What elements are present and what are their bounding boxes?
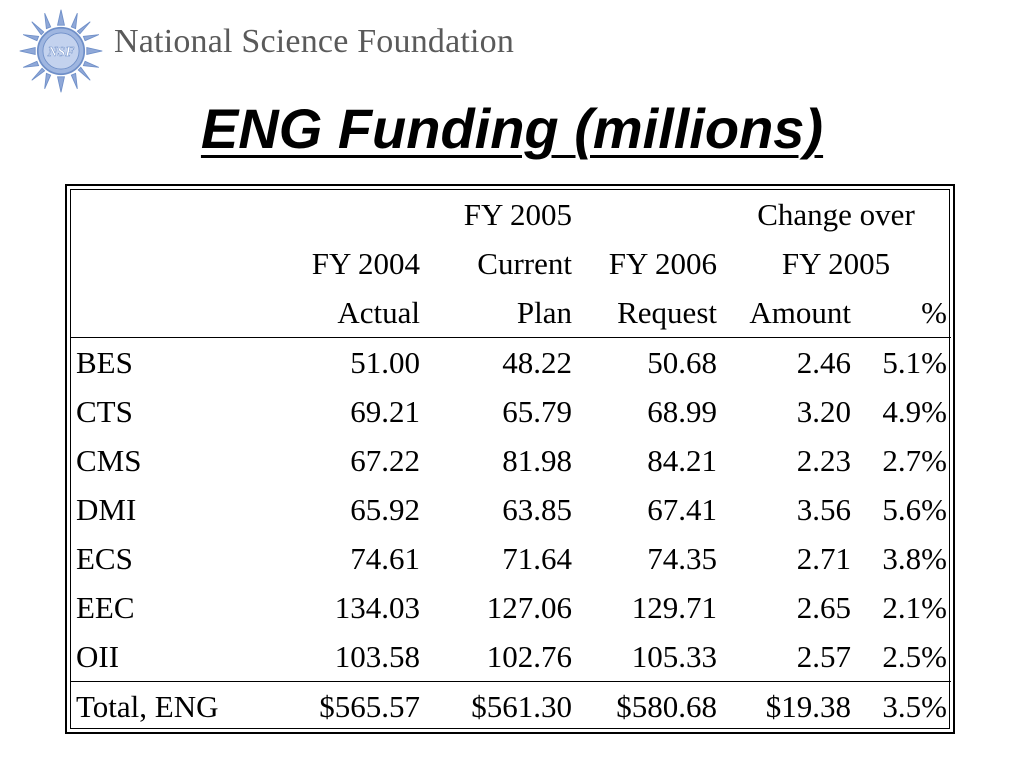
change-amount: 2.46 [796, 344, 851, 380]
change-amount: 2.23 [796, 442, 851, 478]
header-cell: Current [477, 245, 572, 281]
header-cell: Plan [424, 288, 576, 338]
fy2004-value: 103.58 [334, 638, 420, 674]
header-cell: % [855, 288, 951, 338]
fy2006-value: 50.68 [647, 344, 717, 380]
fy2005-value: 127.06 [486, 589, 572, 625]
nsf-header [18, 8, 514, 94]
change-percent: 2.5% [882, 638, 947, 674]
change-percent: 4.9% [882, 393, 947, 429]
org-name: National Science Foundation [114, 23, 515, 60]
change-amount: 2.65 [796, 589, 851, 625]
row-name: CMS [76, 442, 142, 478]
total-fy2005: $561.30 [424, 682, 576, 732]
fy2004-value: 134.03 [334, 589, 420, 625]
fy2005-value: 48.22 [502, 344, 572, 380]
header-cell [576, 190, 721, 239]
change-amount: 2.71 [796, 540, 851, 576]
total-change-percent: 3.5% [855, 682, 951, 732]
header-cell [71, 239, 276, 288]
header-cell: Actual [276, 288, 424, 338]
table-row [71, 534, 951, 583]
fy2004-value: 67.22 [350, 442, 420, 478]
change-percent: 5.1% [882, 344, 947, 380]
row-name: CTS [76, 393, 133, 429]
header-cell-change-over: Change over [757, 196, 915, 232]
table-row [71, 387, 951, 436]
header-cell: FY 2005 [463, 196, 572, 232]
table-row [71, 338, 951, 388]
slide-title: ENG Funding (millions) [200, 97, 824, 160]
fy2004-value: 69.21 [350, 393, 420, 429]
table-row [71, 436, 951, 485]
header-cell: Request [576, 288, 721, 338]
logo-letters: NSF [47, 44, 75, 60]
fy2005-value: 102.76 [486, 638, 572, 674]
fy2005-value: 63.85 [502, 491, 572, 527]
header-cell: Amount [721, 288, 855, 338]
change-percent: 5.6% [882, 491, 947, 527]
total-row [71, 682, 951, 732]
total-fy2004: $565.57 [276, 682, 424, 732]
total-fy2006: $580.68 [576, 682, 721, 732]
header-cell-fy2005: FY 2005 [781, 245, 891, 281]
table-row [71, 632, 951, 682]
fy2005-value: 81.98 [502, 442, 572, 478]
header-cell [71, 190, 276, 239]
fy2006-value: 68.99 [647, 393, 717, 429]
funding-table [71, 190, 951, 731]
header-row-1 [71, 190, 951, 239]
change-amount: 3.56 [796, 491, 851, 527]
row-name: ECS [76, 540, 133, 576]
change-percent: 2.7% [882, 442, 947, 478]
table-row [71, 583, 951, 632]
change-percent: 2.1% [882, 589, 947, 625]
row-name: EEC [76, 589, 135, 625]
table-row [71, 485, 951, 534]
fy2006-value: 84.21 [647, 442, 717, 478]
fy2005-value: 71.64 [502, 540, 572, 576]
fy2006-value: 105.33 [631, 638, 717, 674]
fy2006-value: 67.41 [647, 491, 717, 527]
header-cell: FY 2004 [311, 245, 420, 281]
fy2004-value: 51.00 [350, 344, 420, 380]
fy2005-value: 65.79 [502, 393, 572, 429]
change-percent: 3.8% [882, 540, 947, 576]
nsf-logo-icon [18, 8, 104, 94]
fy2004-value: 74.61 [350, 540, 420, 576]
fy2006-value: 129.71 [631, 589, 717, 625]
header-row-2 [71, 239, 951, 288]
row-name: DMI [76, 491, 137, 527]
change-amount: 2.57 [796, 638, 851, 674]
row-name: BES [76, 344, 133, 380]
header-row-3 [71, 288, 951, 338]
funding-table-inner-border [70, 189, 950, 729]
funding-table-frame [65, 184, 955, 734]
change-amount: 3.20 [796, 393, 851, 429]
total-change-amount: $19.38 [721, 682, 855, 732]
total-name: Total, ENG [71, 682, 276, 732]
header-cell [276, 190, 424, 239]
row-name: OII [76, 638, 120, 674]
fy2006-value: 74.35 [647, 540, 717, 576]
fy2004-value: 65.92 [350, 491, 420, 527]
header-cell: FY 2006 [608, 245, 717, 281]
header-cell [71, 288, 276, 338]
